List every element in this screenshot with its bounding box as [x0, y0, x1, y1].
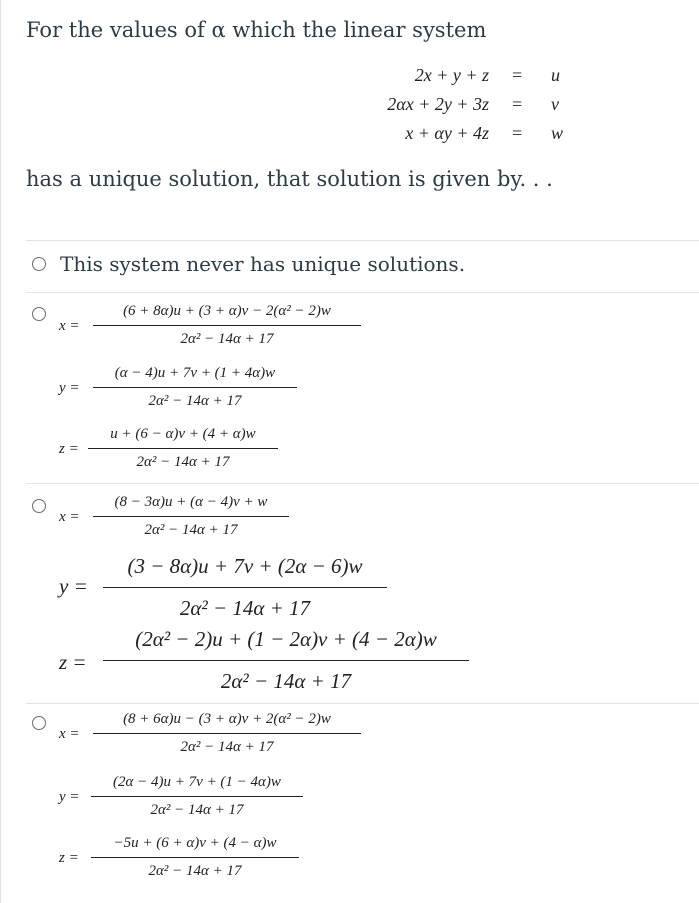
option-3-z-denominator: 2α² − 14α + 17	[220, 669, 352, 693]
option-3-x-denominator: 2α² − 14α + 17	[144, 522, 238, 538]
system-row-3-lhs: x + αy + 4z	[405, 123, 489, 143]
option-4-z-label: z =	[59, 850, 79, 866]
fraction-bar	[93, 387, 297, 388]
fraction-bar	[103, 587, 387, 588]
option-4-y-numerator: (2α − 4)u + 7v + (1 − 4α)w	[113, 774, 281, 790]
system-row-1-lhs: 2x + y + z	[414, 65, 489, 85]
option-2-z-label: z =	[59, 441, 79, 457]
option-1-text: This system never has unique solutions.	[60, 252, 466, 276]
option-3-y-denominator: 2α² − 14α + 17	[179, 596, 311, 620]
system-row-2-equals: =	[512, 94, 523, 114]
system-row-3-rhs: w	[551, 123, 564, 143]
option-2-y-denominator: 2α² − 14α + 17	[148, 393, 242, 409]
option-3-x-numerator: (8 − 3α)u + (α − 4)v + w	[114, 494, 268, 510]
option-3-radio[interactable]	[32, 499, 46, 513]
system-row-2	[0, 90, 699, 118]
fraction-bar	[93, 325, 361, 326]
option-3-y-numerator: (3 − 8α)u + 7v + (2α − 6)w	[127, 554, 363, 578]
system-row-1-equals: =	[512, 65, 523, 85]
option-4-x-denominator: 2α² − 14α + 17	[180, 739, 274, 755]
option-2-y-numerator: (α − 4)u + 7v + (1 + 4α)w	[114, 365, 276, 381]
fraction-bar	[91, 857, 299, 858]
option-3-x-label: x =	[59, 509, 80, 525]
option-3-z-fraction	[103, 627, 469, 694]
option-3-y-fraction	[103, 554, 387, 621]
option-4-z-denominator: 2α² − 14α + 17	[148, 863, 242, 879]
option-3-y-label: y =	[59, 574, 88, 598]
option-2-x-numerator: (6 + 8α)u + (3 + α)v − 2(α² − 2)w	[123, 303, 331, 319]
option-4-radio[interactable]	[32, 716, 46, 730]
option-4-x-fraction	[93, 711, 361, 756]
option-1-radio[interactable]	[32, 257, 46, 271]
option-divider	[26, 483, 699, 484]
option-2-y-fraction	[93, 365, 297, 410]
question-intro: For the values of α which the linear system	[26, 18, 487, 42]
system-row-1-rhs: u	[551, 65, 560, 85]
fraction-bar	[91, 796, 303, 797]
option-4-z-numerator: −5u + (6 + α)v + (4 − α)w	[113, 835, 277, 851]
system-row-1	[0, 61, 699, 89]
option-2-x-denominator: 2α² − 14α + 17	[180, 331, 274, 347]
option-3-x-fraction	[93, 494, 289, 539]
option-4-y-denominator: 2α² − 14α + 17	[150, 802, 244, 818]
option-4-z-fraction	[91, 835, 299, 880]
option-2-x-fraction	[93, 303, 361, 348]
option-4-y-fraction	[91, 774, 303, 819]
fraction-bar	[88, 448, 278, 449]
system-row-2-rhs: v	[551, 94, 559, 114]
question-outro: has a unique solution, that solution is given by. . .	[26, 167, 553, 191]
option-4-x-label: x =	[59, 726, 80, 742]
system-row-2-lhs: 2αx + 2y + 3z	[387, 94, 489, 114]
option-2-z-numerator: u + (6 − α)v + (4 + α)w	[110, 426, 256, 442]
fraction-bar	[93, 733, 361, 734]
option-divider	[26, 703, 699, 704]
option-2-z-denominator: 2α² − 14α + 17	[136, 454, 230, 470]
option-2-radio[interactable]	[32, 307, 46, 321]
system-row-3-equals: =	[512, 123, 523, 143]
option-2-y-label: y =	[59, 380, 80, 396]
system-row-3	[0, 119, 699, 147]
fraction-bar	[103, 660, 469, 661]
option-4-x-numerator: (8 + 6α)u − (3 + α)v + 2(α² − 2)w	[123, 711, 331, 727]
option-4-y-label: y =	[59, 789, 80, 805]
option-divider	[26, 292, 699, 293]
option-3-z-numerator: (2α² − 2)u + (1 − 2α)v + (4 − 2α)w	[135, 627, 437, 651]
option-2-x-label: x =	[59, 318, 80, 334]
option-3-z-label: z =	[59, 650, 87, 674]
option-divider	[26, 240, 699, 241]
fraction-bar	[93, 516, 289, 517]
option-2-z-fraction	[88, 426, 278, 471]
